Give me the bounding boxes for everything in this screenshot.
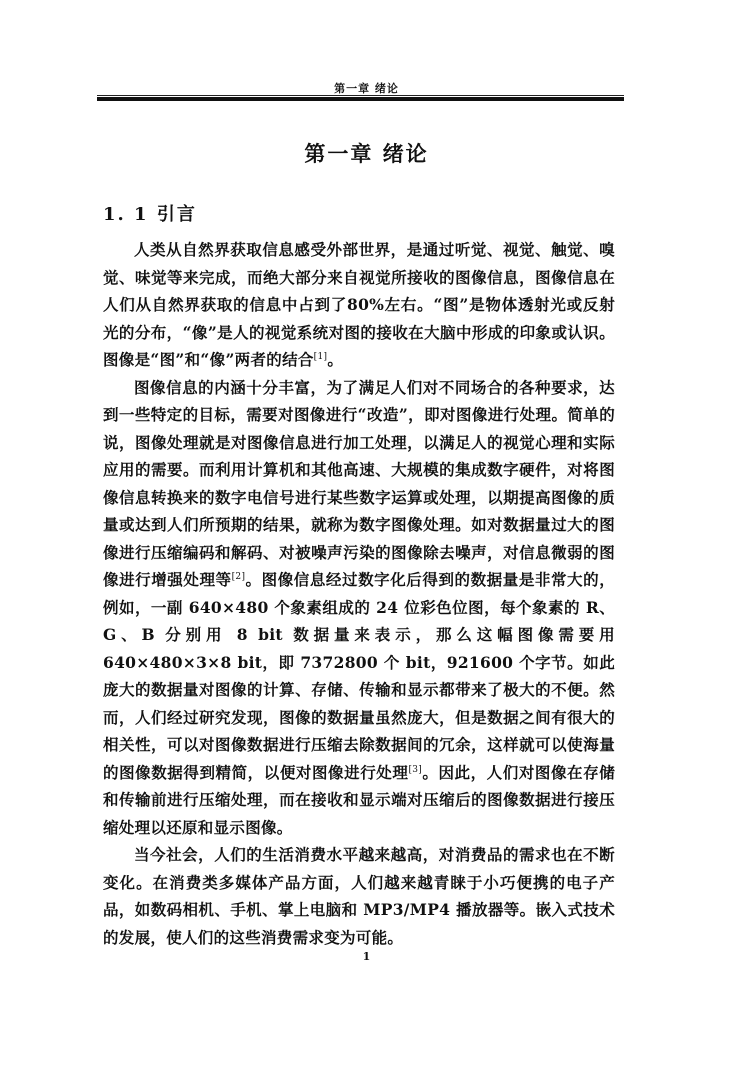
paragraph-text: 当今社会，人们的生活消费水平越来越高，对消费品的需求也在不断变化。在消费类多媒体产品方面，人们越来越青睐于小巧便携的电子产品，如数码相机、手机、掌上电脑和 MP3/MP4 播放器等。嵌入式技术的发展，使人们的这些消费需求变为可能。 — [103, 845, 615, 947]
paragraph-text: 。因此，人们对图像在存储和传输前进行压缩处理，而在接收和显示端对压缩后的图像数据进行接压缩处理以还原和显示图像。 — [103, 762, 615, 837]
paragraph-text: 。图像信息经过数字化后得到的数据量是非常大的，例如，一副 640×480 个象素组成的 24 位彩色位图，每个象素的 R、G、B 分别用 8 bit 数据量来表示，那么这幅图像需要用 640×480×3×8 bit，即 7372800 个 bit，921600 个字节。如此庞大的数据量对图像的计算、存储、传输和显示都带来了极大的不便。然而，人们经过研究发现，图像的数据量虽然庞大，但是数据之间有很大的相关性，可以对图像数据进行压缩去除数据间的冗余，这样就可以使海量的图像数据得到精简，以便对图像进行处理 — [103, 570, 615, 782]
page-number: 1 — [362, 950, 371, 963]
section-title: 1. 1 引言 — [103, 204, 197, 225]
paragraph — [103, 374, 615, 842]
chapter-title: 第一章 绪论 — [304, 141, 429, 166]
paragraph-text: 人类从自然界获取信息感受外部世界，是通过听觉、视觉、触觉、嗅觉、味觉等来完成，而绝大部分来自视觉所接收的图像信息，图像信息在人们从自然界获取的信息中占到了80%左右。“图”是物体透射光或反射光的分布，“像”是人的视觉系统对图的接收在大脑中形成的印象或认识。图像是“图”和“像”两者的结合 — [103, 240, 615, 369]
paragraph-text: 图像信息的内涵十分丰富，为了满足人们对不同场合的各种要求，达到一些特定的目标，需要对图像进行“改造”，即对图像进行处理。简单的说，图像处理就是对图像信息进行加工处理，以满足人的视觉心理和实际应用的需要。而利用计算机和其他高速、大规模的集成数字硬件，对将图像信息转换来的数字电信号进行某些数字运算或处理，以期提高图像的质量或达到人们所预期的结果，就称为数字图像处理。如对数据量过大的图像进行压缩编码和解码、对被噪声污染的图像除去噪声，对信息微弱的图像进行增强处理等 — [103, 377, 615, 589]
paragraph — [103, 841, 615, 951]
citation: [1] — [313, 351, 328, 362]
running-header: 第一章 绪论 — [334, 82, 399, 95]
paragraph — [103, 236, 615, 374]
paragraph-text: 。 — [327, 350, 344, 369]
header-rule-thick — [97, 97, 624, 101]
header-rule-thin — [97, 95, 624, 96]
body-text — [103, 236, 615, 951]
citation: [3] — [408, 764, 423, 775]
citation: [2] — [231, 571, 246, 582]
